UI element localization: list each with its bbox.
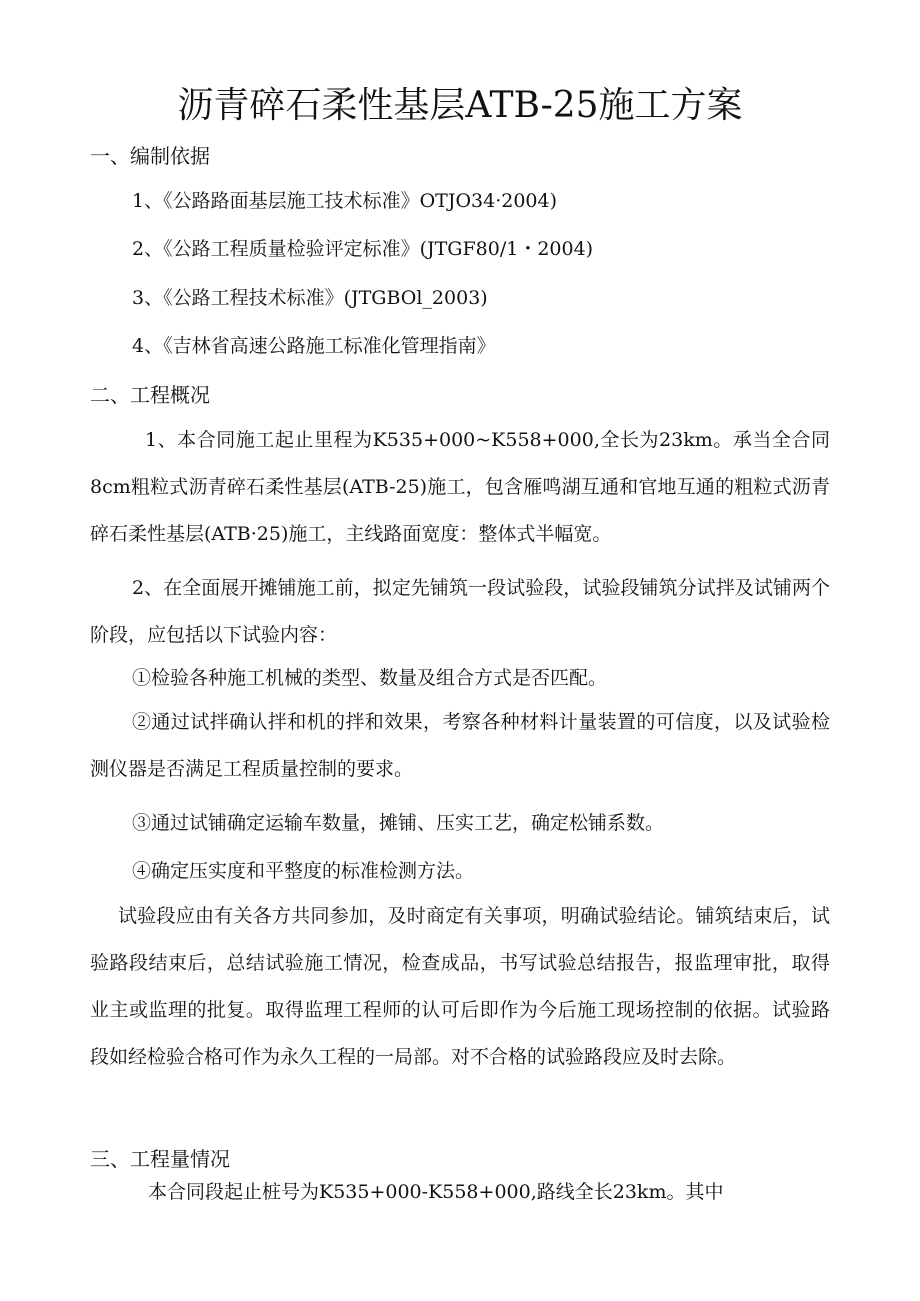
section-heading-overview: 二、工程概况 bbox=[90, 383, 210, 407]
reference-item-3: 3、《公路工程技术标准》(JTGBOl_2003) bbox=[132, 287, 488, 309]
test-item-3: ③通过试铺确定运输车数量，摊铺、压实工艺，确定松铺系数。 bbox=[132, 812, 665, 834]
overview-paragraph-3: 试验段应由有关各方共同参加，及时商定有关事项，明确试验结论。铺筑结束后，试验路段结束后，总结试验施工情况，检查成品，书写试验总结报告，报监理审批，取得业主或监理的批复。取得监理工程师的认可后即作为今后施工现场控制的依据。试验路段如经检验合格可作为永久工程的一局部。对不合格的试验路段应及时去除。 bbox=[90, 905, 830, 1068]
test-item-4: ④确定压实度和平整度的标准检测方法。 bbox=[132, 860, 475, 882]
reference-item-1: 1、《公路路面基层施工技术标准》OTJO34·2004) bbox=[132, 190, 558, 212]
overview-paragraph-2: 2、在全面展开摊铺施工前，拟定先铺筑一段试验段，试验段铺筑分试拌及试铺两个阶段，应包括以下试验内容： bbox=[90, 577, 830, 646]
section-heading-basis: 一、编制依据 bbox=[90, 144, 210, 168]
test-item-1: ①检验各种施工机械的类型、数量及组合方式是否匹配。 bbox=[132, 667, 608, 689]
document-title: 沥青碎石柔性基层ATB-25施工方案 bbox=[177, 85, 743, 126]
reference-item-4: 4、《吉林省高速公路施工标准化管理指南》 bbox=[132, 335, 496, 357]
quantities-paragraph-1: 本合同段起止桩号为K535+000-K558+000,路线全长23km。其中 bbox=[148, 1181, 724, 1203]
reference-item-2: 2、《公路工程质量检验评定标准》(JTGF80/1・2004) bbox=[132, 238, 594, 260]
section-heading-quantities: 三、工程量情况 bbox=[90, 1147, 230, 1171]
overview-paragraph-1: 1、本合同施工起止里程为K535+000~K558+000,全长为23km。承当全合同8cm粗粒式沥青碎石柔性基层(ATB-25)施工，包含雁鸣湖互通和官地互通的粗粒式沥青碎石柔性基层(ATB·25)施工，主线路面宽度：整体式半幅宽。 bbox=[90, 429, 830, 545]
test-item-2: ②通过试拌确认拌和机的拌和效果，考察各种材料计量装置的可信度，以及试验检测仪器是否满足工程质量控制的要求。 bbox=[90, 711, 830, 780]
